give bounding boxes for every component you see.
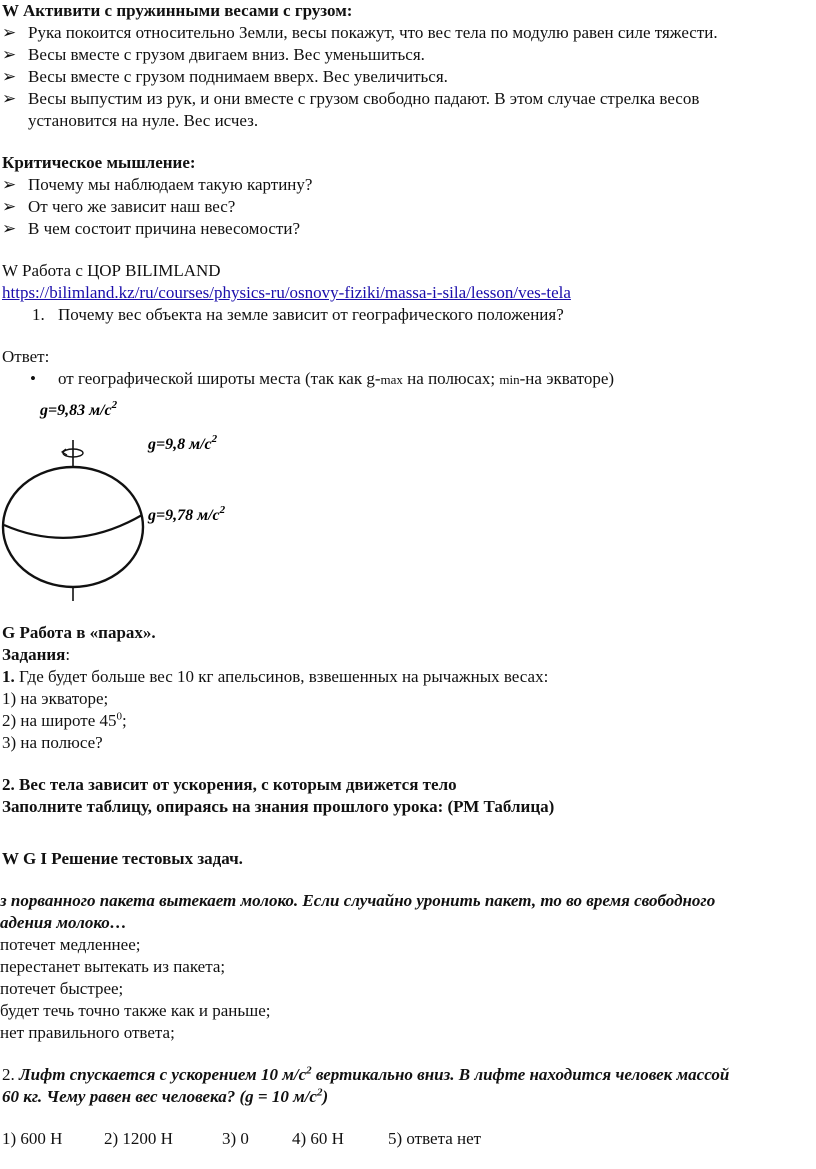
test-2-option-3: 3) 0 — [222, 1129, 249, 1148]
g-equator-label: g=9,78 $м/с^2$ — [148, 504, 226, 524]
arrow-bullet-icon: ➢ — [2, 197, 17, 216]
bilimland-title: W Работа с ЦОР BILIMLAND — [2, 261, 221, 280]
answer-bullet: • — [30, 369, 36, 388]
test-2-option-5: 5) ответа нет — [388, 1129, 482, 1148]
critical-title: Критическое мышление: — [2, 153, 196, 172]
arrow-bullet-icon: ➢ — [2, 219, 17, 238]
activity-item-4-continued: установится на нуле. Вес исчез. — [28, 111, 259, 130]
task-1-option-3: 3) на полюсе? — [2, 733, 103, 752]
document-page: W Активити с пружинными весами с грузом: ➢ Рука покоится относительно Земли, весы покажут, что вес тела по модулю равен силе тяжести. ➢ Весы вместе с грузом двигаем вниз. Вес уменьшиться. ➢ Весы вместе с грузом поднимаем вверх. Вес увеличиться. ➢ Весы выпустим из рук, и они вместе с грузом свободно падают. В этом случае стрелка весов установится на нуле. Вес исчез. Критическое мышление: ➢ Почему мы наблюдаем такую картину? ➢ От чего же зависит наш вес? ➢ В чем состоит причина невесомости? W Работа с ЦОР BILIMLAND https://bilimland.kz/ru/courses/physics-ru/osnovy-fiziki/massa-i-sila/lesson/ves-tela 1. Почему вес объекта на земле зависит от географического положения? Ответ: • от географической широты места (так как g-max на полюсах; min-на экваторе) g=9,83 $м/с^2$ g=9,8 $м/с^2$ g=9,78 $м/с^2$ G Работа в «парах». Задания: 1. Где будет больше вес 10 кг апельсинов, взвешенных на рычажных весах: 1) на экваторе; 2) на широте $45^0$; 3) на полюсе? 2. Вес тела зависит от ускорения, с которым движется тело Заполните таблицу, опираясь на знания прошлого урока: (РМ Таблица) W G I Решение тестовых задач. з порванного пакета вытекает молоко. Если случайно уронить пакет, то во время свободного адения молоко… потечет медленнее; перестанет вытекать из пакета; потечет быстрее; будет течь точно также как и раньше; нет правильного ответа; 2. Лифт спускается с ускорением 10 $м/с^2$ вертикально вниз. В лифте находится человек массой 60 кг. Чему равен вес человека? (g = 10 $м/с^2$) 1) 600 Н 2) 1200 Н 3) 0 4) 60 Н 5) ответа нет — [0, 1, 730, 1148]
test-1-question-line-1: з порванного пакета вытекает молоко. Если случайно уронить пакет, то во время свободного — [0, 891, 716, 910]
task-1-option-2: 2) на широте $45^0$; — [2, 710, 127, 730]
test-1-option: перестанет вытекать из пакета; — [0, 957, 226, 976]
tasks-label: Задания: — [2, 645, 71, 664]
task-1: 1. Где будет больше вес 10 кг апельсинов, взвешенных на рычажных весах: — [2, 667, 549, 686]
equator-line — [4, 515, 142, 538]
test-1-option: потечет быстрее; — [0, 979, 124, 998]
bilimland-question: Почему вес объекта на земле зависит от географического положения? — [58, 305, 564, 324]
answer-text: от географической широты места (так как g-max на полюсах; min-на экваторе) — [58, 369, 615, 388]
test-2-option-2: 2) 1200 Н — [104, 1129, 173, 1148]
earth-sphere — [3, 467, 143, 587]
arrow-bullet-icon: ➢ — [2, 89, 17, 108]
arrow-bullet-icon: ➢ — [2, 23, 17, 42]
arrow-bullet-icon: ➢ — [2, 45, 17, 64]
earth-gravity-diagram — [0, 395, 300, 610]
bilimland-question-number: 1. — [32, 305, 45, 324]
tests-title: W G I Решение тестовых задач. — [2, 849, 243, 868]
test-2-question-line-2: 60 кг. Чему равен вес человека? (g = 10 $м/с^2$) — [2, 1086, 329, 1106]
task-2-subtitle: Заполните таблицу, опираясь на знания прошлого урока: (РМ Таблица) — [2, 797, 555, 816]
task-2-title: 2. Вес тела зависит от ускорения, с которым движется тело — [2, 775, 457, 794]
arrow-bullet-icon: ➢ — [2, 175, 17, 194]
test-1-question-line-2: адения молоко… — [0, 913, 127, 932]
task-1-option-1: 1) на экваторе; — [2, 689, 109, 708]
test-2-option-4: 4) 60 Н — [292, 1129, 344, 1148]
test-2-option-1: 1) 600 Н — [2, 1129, 63, 1148]
answer-label: Ответ: — [2, 347, 50, 366]
g-pole-label: g=9,83 $м/с^2$ — [40, 399, 118, 419]
pairs-title: G Работа в «парах». — [2, 623, 156, 642]
test-1-option: потечет медленнее; — [0, 935, 141, 954]
test-2-question-line-1: 2. Лифт спускается с ускорением 10 $м/с^2$ вертикально вниз. В лифте находится человек массой — [2, 1064, 730, 1084]
g-mid-label: g=9,8 $м/с^2$ — [148, 433, 218, 453]
test-1-option: нет правильного ответа; — [0, 1023, 175, 1042]
arrow-bullet-icon: ➢ — [2, 67, 17, 86]
bilimland-link[interactable]: https://bilimland.kz/ru/courses/physics-ru/osnovy-fiziki/massa-i-sila/lesson/ves-tela — [2, 283, 571, 302]
test-1-option: будет течь точно также как и раньше; — [0, 1001, 271, 1020]
activity-title: W Активити с пружинными весами с грузом: — [2, 1, 353, 20]
